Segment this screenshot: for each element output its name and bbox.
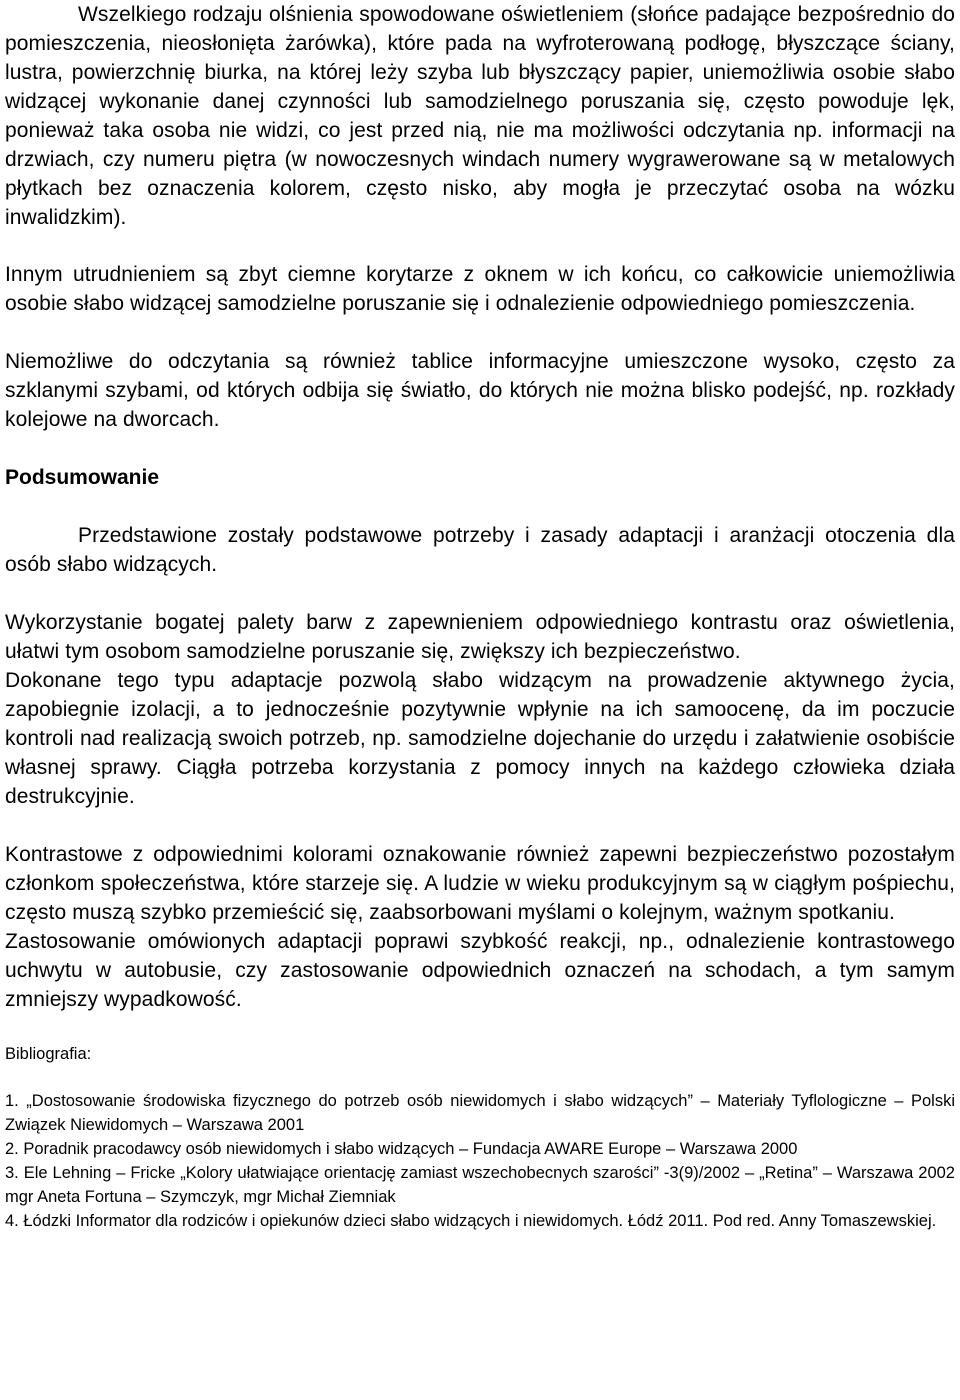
paragraph-contrast-marking: Kontrastowe z odpowiednimi kolorami oznakowanie również zapewni bezpieczeństwo pozostałym członkom społeczeństwa, które starzeje się. A ludzie w wieku produkcyjnym są w ciągłym pośpiechu, często muszą szybko przemieścić się, zaabsorbowani myślami o kolejnym, ważnym spotkaniu. — [5, 843, 955, 924]
bibliography-item: 2. Poradnik pracodawcy osób niewidomych i słabo widzących – Fundacja AWARE Europe – Warszawa 2000 — [5, 1140, 798, 1158]
paragraph-active-life: Dokonane tego typu adaptacje pozwolą słabo widzącym na prowadzenie aktywnego życia, zapobiegnie izolacji, a to jednocześnie pozytywnie wpłynie na ich samoocenę, da im poczucie kontroli nad realizacją swoich potrzeb, np. samodzielne dojechanie do urzędu i załatwienie osobiście własnej sprawy. Ciągła potrzeba korzystania z pomocy innych na każdego człowieka działa destrukcyjnie. — [5, 669, 955, 808]
bibliography-item: 4. Łódzki Informator dla rodziców i opiekunów dzieci słabo widzących i niewidomych. Łódź 2011. Pod red. Anny Tomaszewskiej. — [5, 1212, 937, 1230]
paragraph-colour-palette: Wykorzystanie bogatej palety barw z zapewnieniem odpowiedniego kontrastu oraz oświetlenia, ułatwi tym osobom samodzielne poruszanie się, zwiększy ich bezpieczeństwo. — [5, 611, 955, 663]
paragraph-dark-corridors: Innym utrudnieniem są zbyt ciemne korytarze z oknem w ich końcu, co całkowicie uniemożliwia osobie słabo widzącej samodzielne poruszanie się i odnalezienie odpowiedniego pomieszczenia. — [5, 263, 955, 315]
paragraph-info-boards: Niemożliwe do odczytania są również tablice informacyjne umieszczone wysoko, często za szklanymi szybami, od których odbija się światło, do których nie można blisko podejść, np. rozkłady kolejowe na dworcach. — [5, 350, 955, 431]
bibliography-item: 3. Ele Lehning – Fricke „Kolory ułatwiające orientację zamiast wszechobecnych szarości” -3(9)/2002 – „Retina” – Warszawa 2002 mgr Aneta Fortuna – Szymczyk, mgr Michał Ziemniak — [5, 1164, 955, 1206]
paragraph-reaction-speed: Zastosowanie omówionych adaptacji poprawi szybkość reakcji, np., odnalezienie kontrastowego uchwytu w autobusie, czy zastosowanie odpowiednich oznaczeń na schodach, a tym samym zmniejszy wypadkowość. — [5, 930, 955, 1011]
document-page — [5, 0, 955, 1233]
bibliography-item: 1. „Dostosowanie środowiska fizycznego do potrzeb osób niewidomych i słabo widzących” – Materiały Tyflologiczne – Polski Związek Niewidomych – Warszawa 2001 — [5, 1092, 955, 1134]
bibliography-label: Bibliografia: — [5, 1045, 92, 1063]
paragraph-summary-intro: Przedstawione zostały podstawowe potrzeby i zasady adaptacji i aranżacji otoczenia dla osób słabo widzących. — [5, 524, 955, 576]
bibliography-list — [5, 1089, 955, 1233]
section-heading-summary: Podsumowanie — [5, 466, 160, 489]
paragraph-glare: Wszelkiego rodzaju olśnienia spowodowane oświetleniem (słońce padające bezpośrednio do pomieszczenia, nieosłonięta żarówka), które pada na wyfroterowaną podłogę, błyszczące ściany, lustra, powierzchnię biurka, na której leży szyba lub błyszczący papier, uniemożliwia osobie słabo widzącej wykonanie danej czynności lub samodzielnego poruszania się, często powoduje lęk, ponieważ taka osoba nie widzi, co jest przed nią, nie ma możliwości odczytania np. informacji na drzwiach, czy numeru piętra (w nowoczesnych windach numery wygrawerowane są w metalowych płytkach bez oznaczenia kolorem, często nisko, aby mogła je przeczytać osoba na wózku inwalidzkim). — [5, 3, 955, 229]
